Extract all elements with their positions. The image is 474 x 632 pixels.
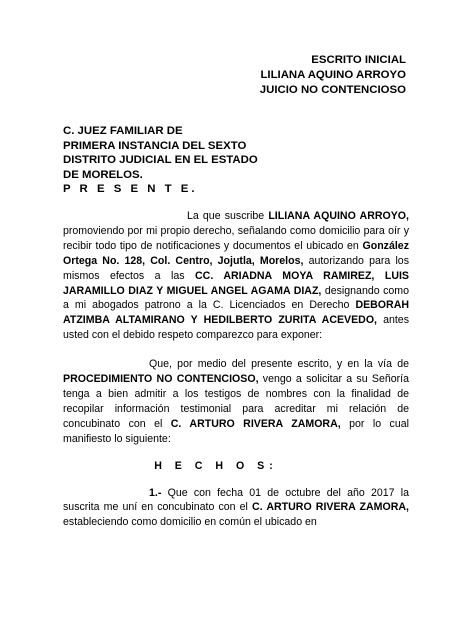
spacer <box>63 447 409 459</box>
text-run: La que suscribe <box>187 210 269 222</box>
bold-run: C. ARTURO RIVERA ZAMORA, <box>252 501 409 514</box>
document-header <box>260 53 406 98</box>
spacer <box>63 474 409 486</box>
bold-run: LILIANA AQUINO ARROYO, <box>268 210 409 222</box>
section-title-hechos: H E C H O S: <box>154 459 278 472</box>
bold-run: 1.- <box>149 486 162 499</box>
addressee-line-1: C. JUEZ FAMILIAR DE <box>63 125 183 137</box>
text-run: promoviendo por mi propio derecho, señalando como domicilio para oír y recibir todo tipo de notificaciones y documentos el ubicado en <box>63 224 409 252</box>
bold-run: PROCEDIMIENTO NO CONTENCIOSO, <box>63 373 259 386</box>
addressee-line-4: DE MORELOS. <box>63 168 143 181</box>
spacer <box>63 343 409 357</box>
text-run: vengo a solicitar a su Señoría tenga a bien admitir a los testigos de nombres con la finalidad de recopilar información testimonial para acreditar mi relación de concubinato con el <box>63 373 409 430</box>
bold-run: CC. ARIADNA MOYA RAMIREZ, LUIS JARAMILLO DIAZ Y MIGUEL ANGEL AGAMA DIAZ, <box>63 269 409 297</box>
bold-run: C. ARTURO RIVERA ZAMORA, <box>170 417 341 430</box>
text-run: por lo cual manifiesto lo siguiente: <box>63 417 409 445</box>
document-body <box>63 209 409 530</box>
text-run: designando como a mi abogados patrono a la C. Licenciados en Derecho <box>63 284 409 312</box>
paragraph-intro <box>63 209 409 343</box>
addressee-block <box>63 124 258 197</box>
header-line-escrito: ESCRITO INICIAL <box>311 54 406 66</box>
paragraph-hecho-1 <box>63 486 409 531</box>
text-run: antes usted con el debido respeto comparezco para exponer: <box>63 314 409 342</box>
bold-run: González Ortega No. 128, Col. Centro, Jojutla, Morelos, <box>63 239 409 267</box>
paragraph-request <box>63 357 409 446</box>
text-run: estableciendo como domicilio en común el ubicado en <box>63 516 317 529</box>
header-line-juicio: JUICIO NO CONTENCIOSO <box>259 84 406 96</box>
header-line-name: LILIANA AQUINO ARROYO <box>260 69 406 81</box>
bold-run: DEBORAH ATZIMBA ALTAMIRANO Y HEDILBERTO ZURITA ACEVEDO, <box>63 299 409 327</box>
addressee-line-3: DISTRITO JUDICIAL EN EL ESTADO <box>63 154 258 167</box>
text-run: Que con fecha 01 de octubre del año 2017 la suscrita me uní en concubinato con el <box>63 486 409 514</box>
addressee-line-2: PRIMERA INSTANCIA DEL SEXTO <box>63 139 247 152</box>
text-run: autorizando para los mismos efectos a las <box>63 254 409 282</box>
text-run: Que, por medio del presente escrito, y en la vía de <box>149 358 409 371</box>
addressee-presente: P R E S E N T E. <box>63 183 198 196</box>
